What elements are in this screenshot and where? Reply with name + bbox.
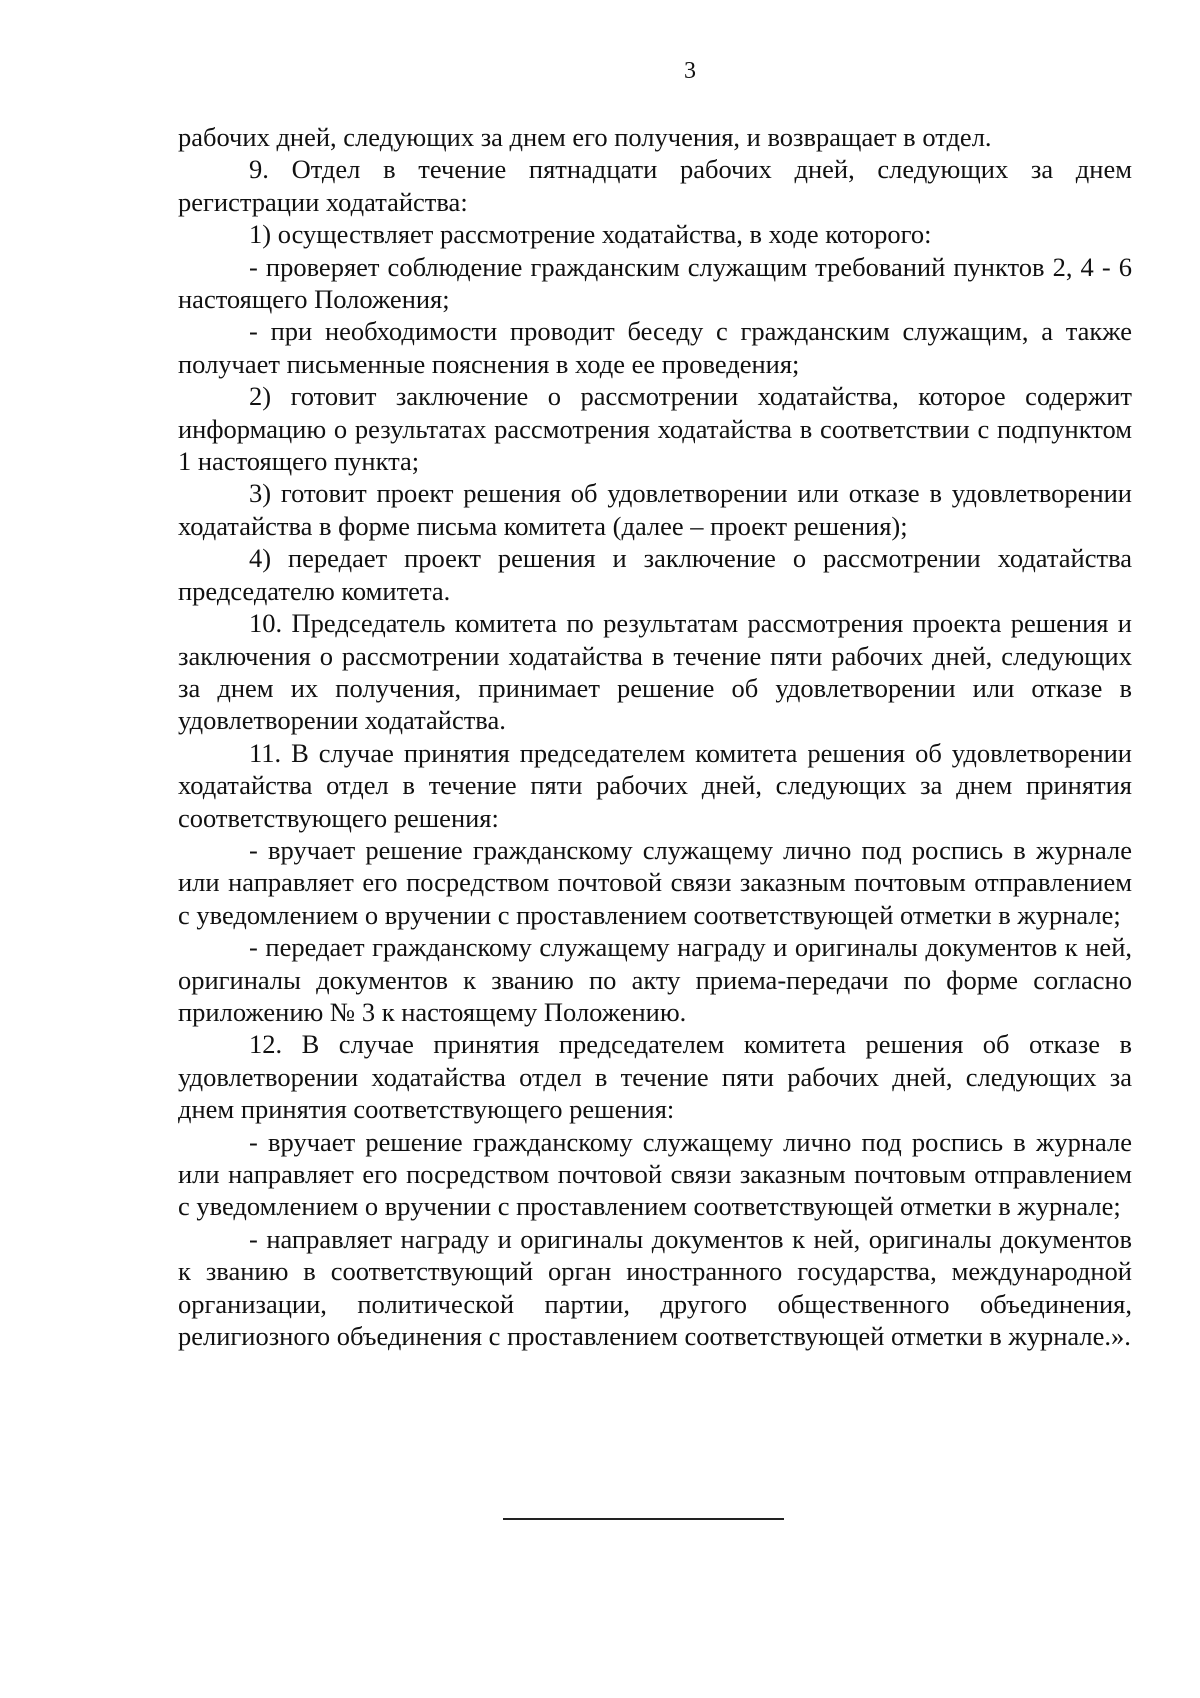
paragraph-bullet-deliver-refusal: - вручает решение гражданскому служащему лично под роспись в журнале или направляет его посредством почтовой связи заказным почтовым отправлением с уведомлением о вручении с проставлением соответствующей отметки в журнале; <box>178 1126 1132 1222</box>
paragraph-bullet-deliver: - вручает решение гражданскому служащему лично под роспись в журнале или направляет его посредством почтовой связи заказным почтовым отправлением с уведомлением о вручении с проставлением соответствующей отметки в журнале; <box>178 834 1132 930</box>
paragraph-item-10: 10. Председатель комитета по результатам рассмотрения проекта решения и заключения о рассмотрении ходатайства в течение пяти рабочих дней, следующих за днем их получения, принимает решение об удовлетворении или отказе в удовлетворении ходатайства. <box>178 608 1132 736</box>
paragraph-subitem-3: 3) готовит проект решения об удовлетворении или отказе в удовлетворении ходатайства в форме письма комитета (далее – проект решения); <box>178 478 1132 541</box>
paragraph-subitem-4: 4) передает проект решения и заключение о рассмотрении ходатайства председателю комитета. <box>178 543 1132 606</box>
paragraph-item-12: 12. В случае принятия председателем комитета решения об отказе в удовлетворении ходатайства отдел в течение пяти рабочих дней, следующих за днем принятия соответствующего решения: <box>178 1029 1132 1125</box>
paragraph-bullet-transfer: - передает гражданскому служащему награду и оригиналы документов к ней, оригиналы документов к званию по акту приема-передачи по форме согласно приложению № 3 к настоящему Положению. <box>178 932 1132 1027</box>
paragraph-item-11: 11. В случае принятия председателем комитета решения об удовлетворении ходатайства отдел в течение пяти рабочих дней, следующих за днем принятия соответствующего решения: <box>178 737 1132 833</box>
paragraph-subitem-1: 1) осуществляет рассмотрение ходатайства, в ходе которого: <box>249 219 932 250</box>
end-separator-line <box>503 1518 784 1520</box>
paragraph-continuation: рабочих дней, следующих за днем его получения, и возвращает в отдел. <box>178 122 992 152</box>
paragraph-bullet-check: - проверяет соблюдение гражданским служащим требований пунктов 2, 4 - 6 настоящего Положения; <box>178 251 1132 315</box>
document-body <box>178 121 1132 1352</box>
paragraph-item-9: 9. Отдел в течение пятнадцати рабочих дней, следующих за днем регистрации ходатайства: <box>178 154 1132 217</box>
page-number: 3 <box>684 58 696 84</box>
paragraph-bullet-interview: - при необходимости проводит беседу с гражданским служащим, а также получает письменные пояснения в ходе ее проведения; <box>178 316 1132 379</box>
paragraph-bullet-send-award: - направляет награду и оригиналы документов к ней, оригиналы документов к званию в соответствующий орган иностранного государства, международной организации, политической партии, другого общественного объединения, религиозного объединения с проставлением соответствующей отметки в журнале.». <box>178 1223 1132 1352</box>
paragraph-subitem-2: 2) готовит заключение о рассмотрении ходатайства, которое содержит информацию о результатах рассмотрения ходатайства в соответствии с подпунктом 1 настоящего пункта; <box>178 381 1132 477</box>
